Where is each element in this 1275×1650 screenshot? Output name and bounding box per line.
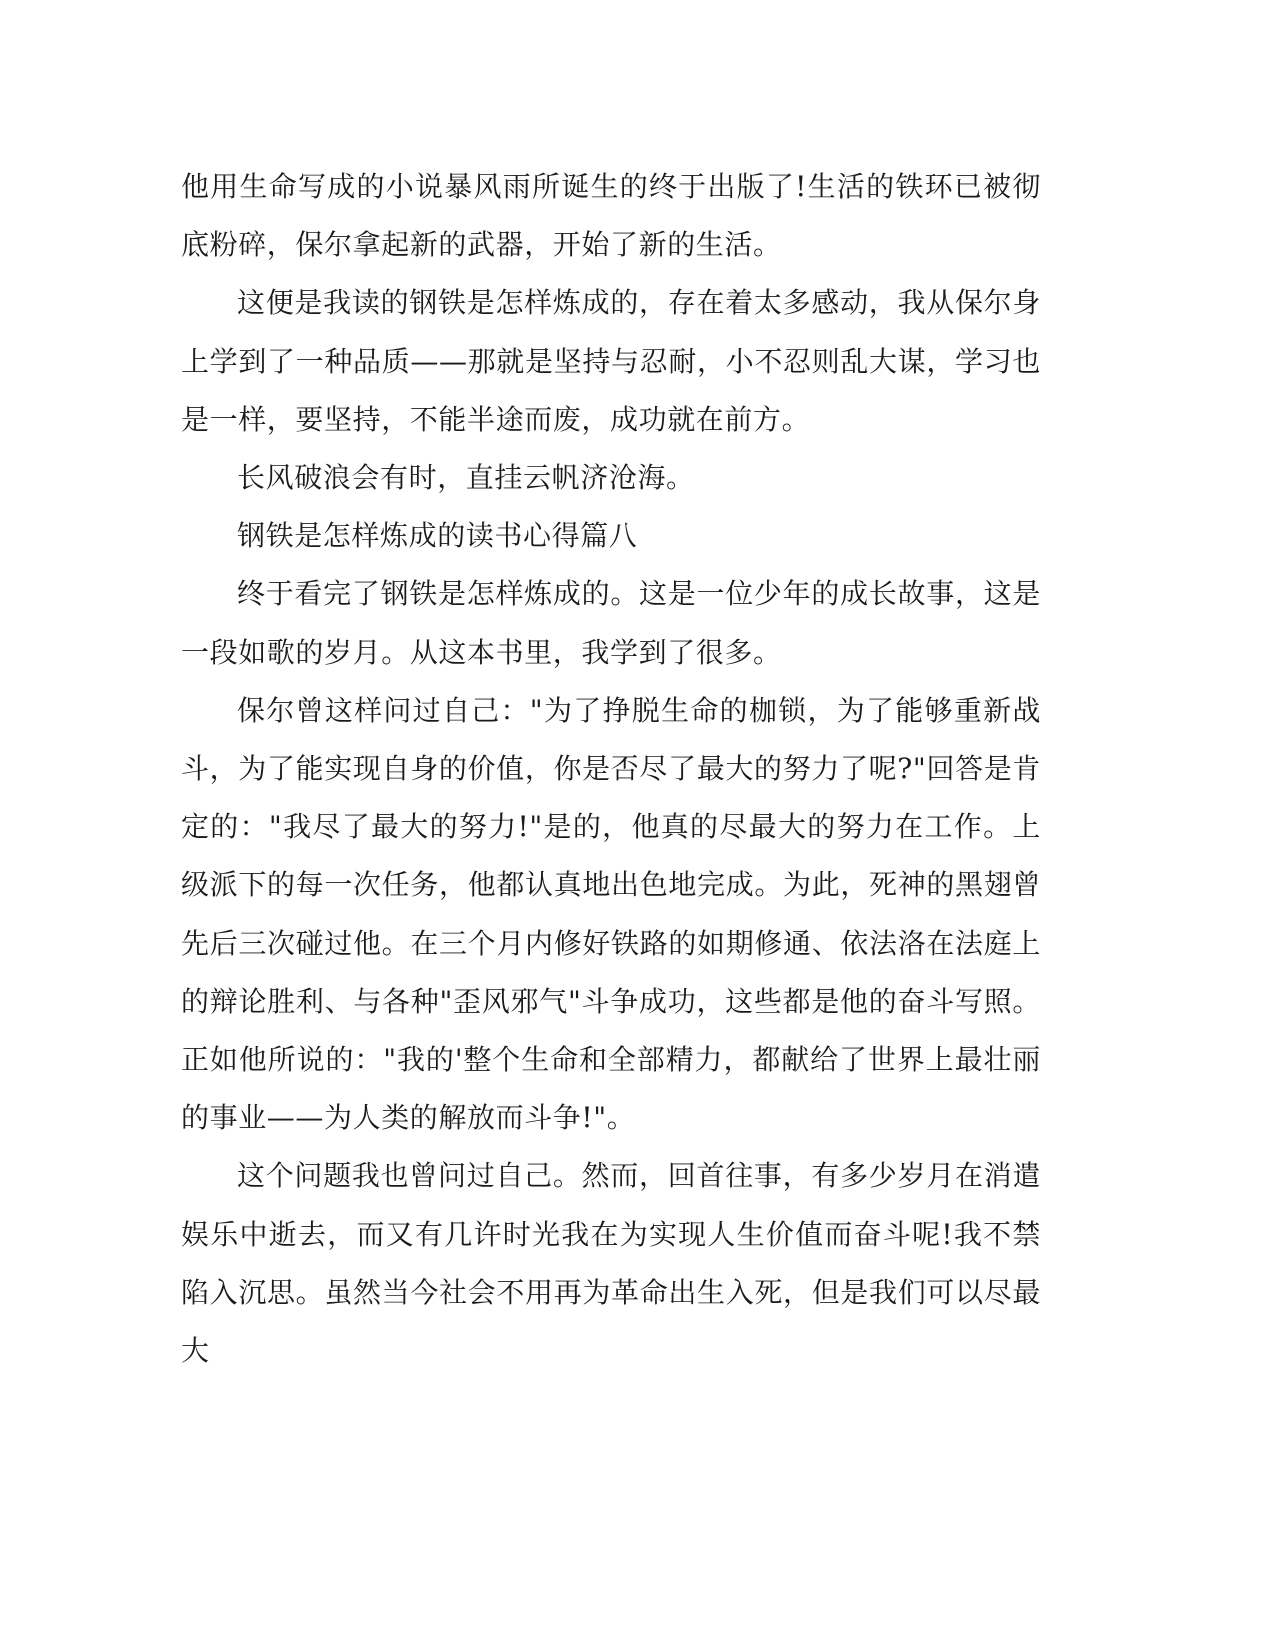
section-heading: 钢铁是怎样炼成的读书心得篇八 (237, 519, 638, 553)
paragraph-intro: 终于看完了钢铁是怎样炼成的。这是一位少年的成长故事，这是一段如歌的岁月。从这本书里，我学到了很多。 (181, 577, 1041, 669)
paragraph-continuation: 他用生命写成的小说暴风雨所诞生的终于出版了!生活的铁环已被彻底粉碎，保尔拿起新的武器，开始了新的生活。 (181, 170, 1041, 262)
paragraph-poem-line: 长风破浪会有时，直挂云帆济沧海。 (237, 461, 695, 495)
paragraph-self-reflection: 这个问题我也曾问过自己。然而，回首往事，有多少岁月在消遣娱乐中逝去，而又有几许时光我在为实现人生价值而奋斗呢!我不禁陷入沉思。虽然当今社会不用再为革命出生入死，但是我们可以尽最大 (181, 1159, 1041, 1368)
paragraph-reflection: 这便是我读的钢铁是怎样炼成的，存在着太多感动，我从保尔身上学到了一种品质——那就是坚持与忍耐，小不忍则乱大谋，学习也是一样，要坚持，不能半途而废，成功就在前方。 (181, 286, 1041, 436)
body-text (181, 158, 1041, 1380)
paragraph-pavel-question: 保尔曾这样问过自己："为了挣脱生命的枷锁，为了能够重新战斗，为了能实现自身的价值，你是否尽了最大的努力了呢?"回答是肯定的："我尽了最大的努力!"是的，他真的尽最大的努力在工作。上级派下的每一次任务，他都认真地出色地完成。为此，死神的黑翅曾先后三次碰过他。在三个月内修好铁路的如期修通、依法洛在法庭上的辩论胜利、与各种"歪风邪气"斗争成功，这些都是他的奋斗写照。正如他所说的："我的'整个生命和全部精力，都献给了世界上最壮丽的事业——为人类的解放而斗争!"。 (181, 693, 1041, 1135)
